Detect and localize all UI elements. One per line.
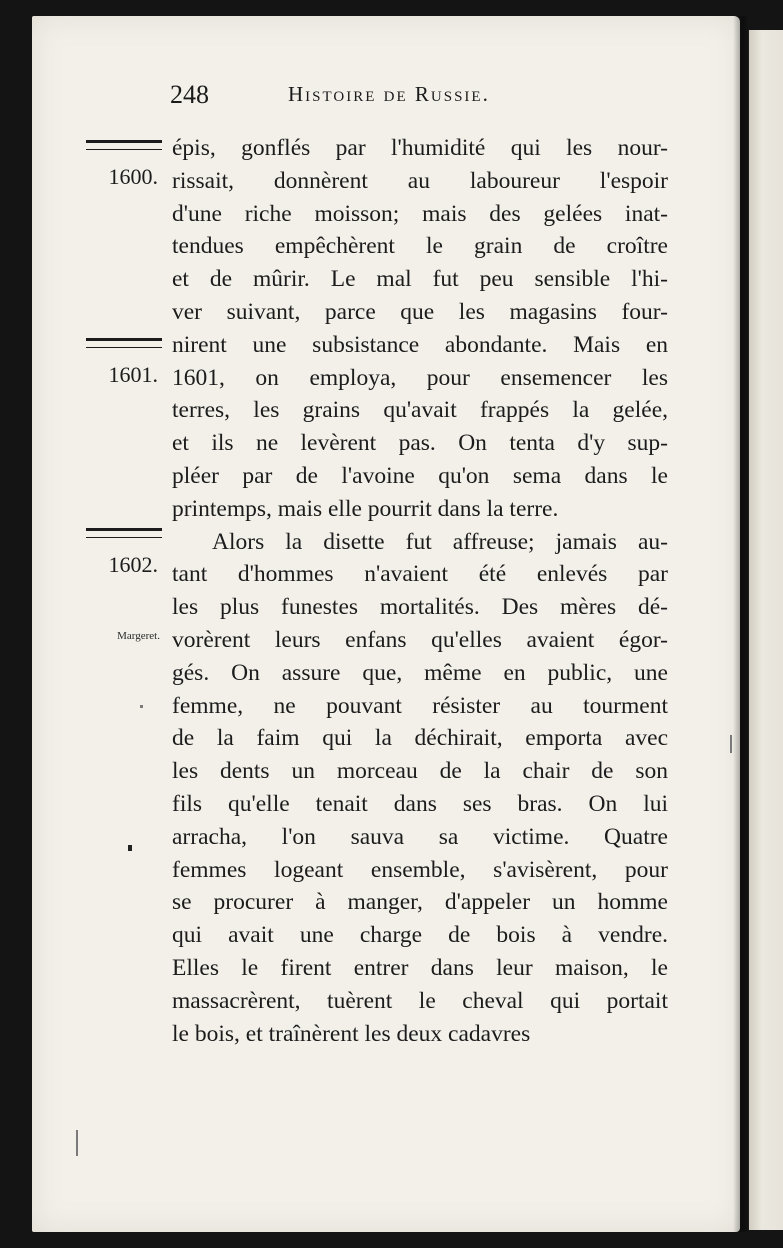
text-line: ver suivant, parce que les magasins four- [172, 298, 668, 325]
margin-rule [86, 140, 162, 150]
text-line: nirent une subsistance abondante. Mais en [172, 331, 668, 358]
text-line: rissait, donnèrent au laboureur l'espoir [172, 167, 668, 194]
scan-speck [140, 705, 143, 708]
text-line: se procurer à manger, d'appeler un homme [172, 889, 668, 916]
text-line: arracha, l'on sauva sa victime. Quatre [172, 823, 668, 850]
scan-speck [76, 1130, 78, 1156]
margin-year-1601: 1601. [108, 362, 158, 387]
margin-rule [86, 528, 162, 538]
text-line: qui avait une charge de bois à vendre. [172, 922, 668, 949]
text-line: massacrèrent, tuèrent le cheval qui portait [172, 987, 668, 1014]
text-line: pléer par de l'avoine qu'on sema dans le [172, 462, 668, 489]
scan-speck [128, 845, 132, 851]
text-line: épis, gonflés par l'humidité qui les nour- [172, 135, 668, 161]
text-line: 1601, on employa, pour ensemencer les [172, 364, 668, 391]
margin-rule [86, 338, 162, 348]
margin-year-1602: 1602. [108, 552, 158, 577]
text-line: printemps, mais elle pourrit dans la terre. [172, 495, 559, 522]
text-line: tant d'hommes n'avaient été enlevés par [172, 561, 668, 588]
text-line: et ils ne levèrent pas. On tenta d'y sup- [172, 430, 668, 457]
page-header [170, 80, 570, 110]
text-line: femme, ne pouvant résister au tourment [172, 692, 668, 719]
text-line: terres, les grains qu'avait frappés la gelée, [172, 397, 668, 424]
margin-source-note: Margeret. [117, 630, 160, 642]
text-line: Elles le firent entrer dans leur maison, le [172, 954, 668, 981]
text-line: les dents un morceau de la chair de son [172, 758, 668, 785]
body-text [172, 132, 668, 1050]
text-line: vorèrent leurs enfans qu'elles avaient égor- [172, 626, 668, 653]
text-line: de la faim qui la déchirait, emporta avec [172, 725, 668, 752]
page-number: 248 [170, 80, 209, 109]
text-line: et de mûrir. Le mal fut peu sensible l'hi- [172, 266, 668, 293]
text-line: d'une riche moisson; mais des gelées inat- [172, 200, 668, 227]
scan-speck [730, 735, 732, 753]
text-line: Alors la disette fut affreuse; jamais au- [212, 528, 668, 555]
text-line: femmes logeant ensemble, s'avisèrent, pour [172, 856, 668, 883]
text-line: les plus funestes mortalités. Des mères dé- [172, 594, 668, 621]
margin-year-1600: 1600. [108, 164, 158, 189]
text-line: le bois, et traînèrent les deux cadavres [172, 1020, 531, 1047]
gutter-shadow [733, 16, 749, 1232]
running-title: Histoire de Russie. [288, 82, 490, 106]
text-line: tendues empêchèrent le grain de croître [172, 233, 668, 260]
text-line: fils qu'elle tenait dans ses bras. On lui [172, 790, 668, 817]
text-line: gés. On assure que, même en public, une [172, 659, 668, 686]
next-page-edge [748, 30, 783, 1230]
